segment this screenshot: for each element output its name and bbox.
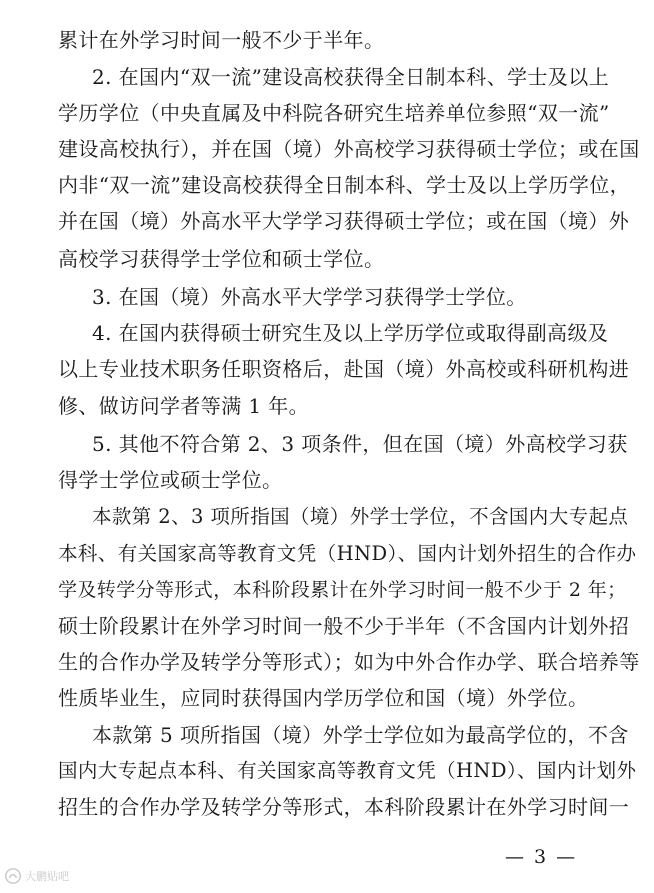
text-line: 本款第 2、3 项所指国（境）外学士学位，不含国内大专起点 bbox=[92, 505, 629, 528]
text-line: 国内大专起点本科、有关国家高等教育文凭（HND）、国内计划外 bbox=[58, 759, 637, 782]
text-line: 学及转学分等形式，本科阶段累计在外学习时间一般不少于 2 年； bbox=[58, 579, 627, 601]
text-line: 性质毕业生，应同时获得国内学历学位和国（境）外学位。 bbox=[58, 686, 589, 710]
text-line: 内非“双一流”建设高校获得全日制本科、学士及以上学历学位， bbox=[58, 173, 631, 197]
text-line: 本科、有关国家高等教育文凭（HND）、国内计划外招生的合作办 bbox=[58, 542, 637, 565]
text-line: 累计在外学习时间一般不少于半年。 bbox=[58, 28, 385, 52]
text-line: 3. 在国（境）外高水平大学学习获得学士学位。 bbox=[92, 285, 527, 309]
text-line: 招生的合作办学及转学分等形式，本科阶段累计在外学习时间一 bbox=[58, 795, 630, 819]
text-line: 本款第 5 项所指国（境）外学士学位如为最高学位的，不含 bbox=[92, 723, 629, 747]
watermark bbox=[4, 867, 69, 885]
text-line: 硕士阶段累计在外学习时间一般不少于半年（不含国内计划外招 bbox=[58, 614, 630, 638]
text-line: 得学士学位或硕士学位。 bbox=[58, 468, 283, 492]
text-line: 2. 在国内“双一流”建设高校获得全日制本科、学士及以上 bbox=[92, 65, 610, 89]
page-number: — 3 — bbox=[505, 846, 578, 868]
text-line: 以上专业技术职务任职资格后，赴国（境）外高校或科研机构进 bbox=[58, 357, 630, 381]
text-line: 建设高校执行），并在国（境）外高校学习获得硕士学位；或在国 bbox=[58, 137, 640, 161]
text-line: 4. 在国内获得硕士研究生及以上学历学位或取得副高级及 bbox=[92, 321, 609, 345]
text-line: 学历学位（中央直属及中科院各研究生培养单位参照“双一流” bbox=[58, 101, 610, 125]
watermark-logo-icon bbox=[4, 867, 22, 885]
text-line: 并在国（境）外高水平大学学习获得硕士学位；或在国（境）外 bbox=[58, 209, 630, 233]
text-line: 生的合作办学及转学分等形式）；如为中外合作办学、联合培养等 bbox=[58, 650, 640, 674]
text-line: 修、做访问学者等满 1 年。 bbox=[58, 394, 310, 418]
text-line: 5. 其他不符合第 2、3 项条件，但在国（境）外高校学习获 bbox=[92, 432, 628, 456]
text-line: 高校学习获得学士学位和硕士学位。 bbox=[58, 247, 385, 271]
watermark-text: 大鹏贴吧 bbox=[25, 870, 69, 883]
